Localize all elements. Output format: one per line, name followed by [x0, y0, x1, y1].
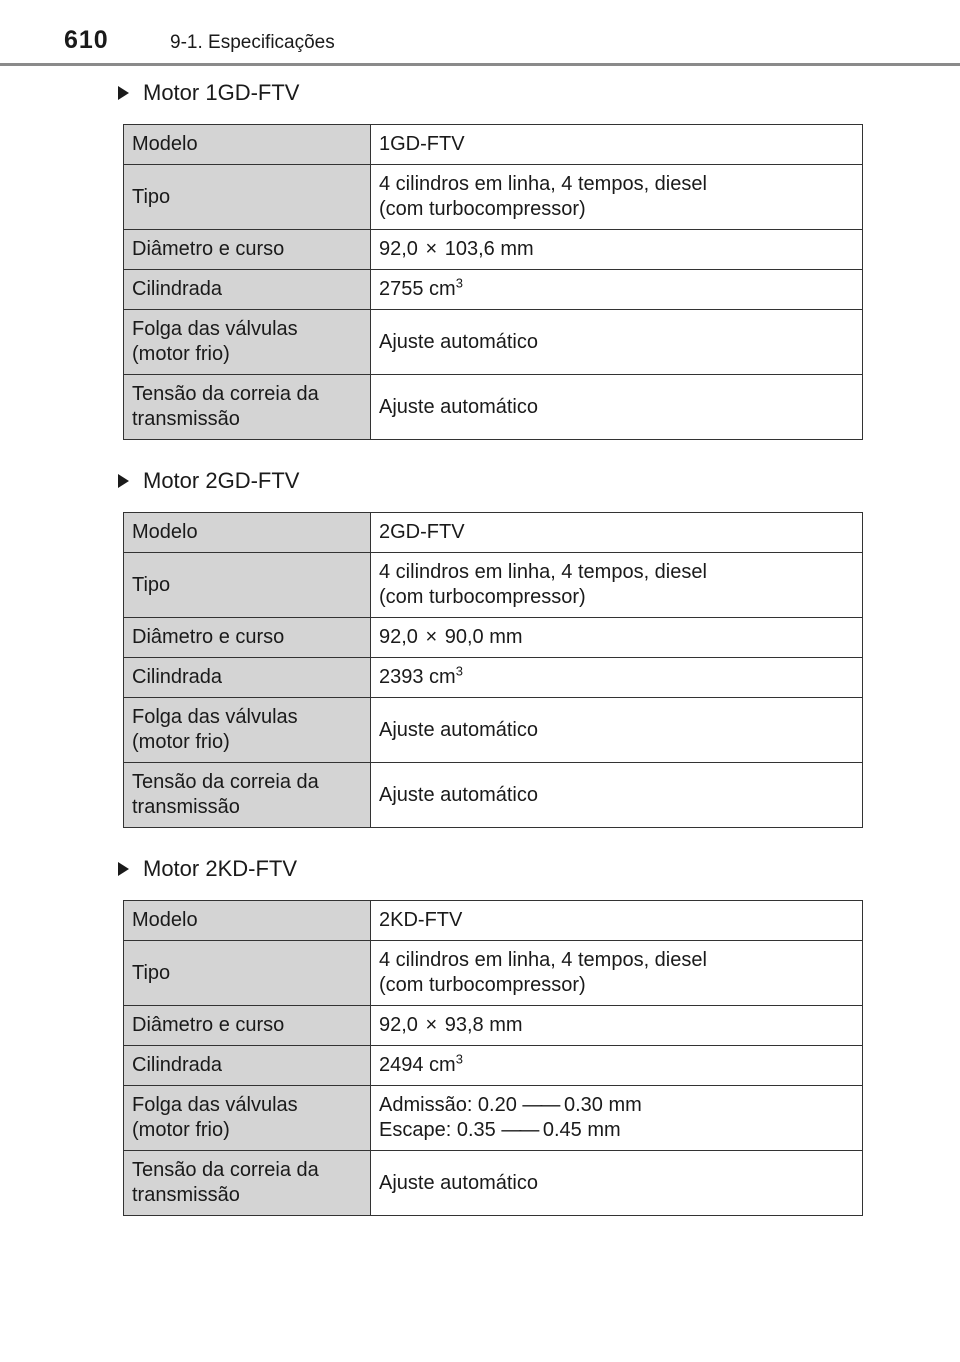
row-label: [124, 1151, 371, 1216]
table-row: [124, 658, 863, 698]
row-label: Diâmetro e curso: [124, 230, 371, 270]
row-value: Ajuste automático: [371, 310, 863, 375]
row-value: [371, 658, 863, 698]
row-label: Diâmetro e curso: [124, 618, 371, 658]
table-row: [124, 1046, 863, 1086]
engine-heading-text: Motor 2GD-FTV: [143, 468, 300, 493]
row-label: Modelo: [124, 513, 371, 553]
table-row: [124, 618, 863, 658]
row-value: 2GD-FTV: [371, 513, 863, 553]
label-line: transmissão: [132, 1184, 240, 1206]
triangle-bullet-icon: [118, 862, 129, 876]
superscript: 3: [455, 1051, 463, 1067]
row-value: Ajuste automático: [371, 763, 863, 828]
displacement-value: 2755 cm: [379, 278, 456, 300]
engine-heading-text: Motor 1GD-FTV: [143, 80, 300, 105]
triangle-bullet-icon: [118, 86, 129, 100]
row-label: Cilindrada: [124, 658, 371, 698]
row-label: [124, 375, 371, 440]
table-row: [124, 1006, 863, 1046]
engine-heading: [118, 854, 297, 884]
row-value: [371, 270, 863, 310]
stroke-value: 103,6 mm: [444, 238, 534, 260]
table-row: [124, 270, 863, 310]
engine-section-1gd: [118, 78, 707, 430]
row-value: Ajuste automático: [371, 375, 863, 440]
label-line: Tensão da correia da: [132, 771, 319, 793]
row-label: [124, 310, 371, 375]
dash-icon: ——: [501, 1119, 538, 1141]
spec-table: [123, 512, 863, 828]
row-label: Tipo: [124, 165, 371, 230]
engine-section-2kd: [118, 854, 707, 1206]
value-line: (com turbocompressor): [379, 974, 586, 996]
row-label: Modelo: [124, 901, 371, 941]
label-line: Tensão da correia da: [132, 383, 319, 405]
dash-icon: ——: [522, 1094, 559, 1116]
displacement-value: 2494 cm: [379, 1054, 456, 1076]
times-icon: ×: [425, 238, 438, 260]
table-row: [124, 230, 863, 270]
label-line: (motor frio): [132, 731, 230, 753]
row-value: [371, 165, 863, 230]
intake-clearance-max: 0.30 mm: [563, 1094, 642, 1116]
bore-value: 92,0: [379, 1014, 418, 1036]
table-row: [124, 310, 863, 375]
bore-value: 92,0: [379, 626, 418, 648]
label-line: (motor frio): [132, 1119, 230, 1141]
row-value: [371, 618, 863, 658]
table-row: [124, 165, 863, 230]
spec-table: [123, 900, 863, 1216]
label-line: Folga das válvulas: [132, 318, 298, 340]
row-label: [124, 763, 371, 828]
page-number: 610: [64, 26, 109, 54]
row-label: Diâmetro e curso: [124, 1006, 371, 1046]
stroke-value: 90,0 mm: [444, 626, 523, 648]
table-row: [124, 763, 863, 828]
engine-heading-text: Motor 2KD-FTV: [143, 856, 298, 881]
row-label: [124, 1086, 371, 1151]
spec-table: [123, 124, 863, 440]
table-row: [124, 125, 863, 165]
triangle-bullet-icon: [118, 474, 129, 488]
row-value: 1GD-FTV: [371, 125, 863, 165]
row-label: Cilindrada: [124, 1046, 371, 1086]
page-header: [0, 0, 960, 66]
row-value: [371, 230, 863, 270]
value-line: 4 cilindros em linha, 4 tempos, diesel: [379, 173, 707, 195]
label-line: Folga das válvulas: [132, 706, 298, 728]
times-icon: ×: [425, 626, 438, 648]
table-row: [124, 698, 863, 763]
row-value: [371, 1086, 863, 1151]
superscript: 3: [455, 275, 463, 291]
table-row: [124, 901, 863, 941]
displacement-value: 2393 cm: [379, 666, 456, 688]
row-value: [371, 1006, 863, 1046]
exhaust-clearance-min: Escape: 0.35: [379, 1119, 496, 1141]
label-line: transmissão: [132, 796, 240, 818]
label-line: Folga das válvulas: [132, 1094, 298, 1116]
superscript: 3: [455, 663, 463, 679]
label-line: (motor frio): [132, 343, 230, 365]
row-value: [371, 941, 863, 1006]
table-row: [124, 513, 863, 553]
row-value: 2KD-FTV: [371, 901, 863, 941]
engine-section-2gd: [118, 466, 707, 818]
times-icon: ×: [425, 1014, 438, 1036]
row-value: [371, 553, 863, 618]
value-line: (com turbocompressor): [379, 586, 586, 608]
row-label: Cilindrada: [124, 270, 371, 310]
row-label: Tipo: [124, 553, 371, 618]
engine-heading: [118, 466, 299, 496]
exhaust-clearance-max: 0.45 mm: [542, 1119, 621, 1141]
row-label: [124, 698, 371, 763]
row-value: Ajuste automático: [371, 698, 863, 763]
table-row: [124, 1151, 863, 1216]
intake-clearance-min: Admissão: 0.20: [379, 1094, 517, 1116]
label-line: Tensão da correia da: [132, 1159, 319, 1181]
bore-value: 92,0: [379, 238, 418, 260]
row-value: Ajuste automático: [371, 1151, 863, 1216]
value-line: (com turbocompressor): [379, 198, 586, 220]
row-label: Tipo: [124, 941, 371, 1006]
engine-heading: [118, 78, 299, 108]
table-row: [124, 941, 863, 1006]
table-row: [124, 375, 863, 440]
table-row: [124, 553, 863, 618]
header-rule: [0, 63, 960, 66]
value-line: 4 cilindros em linha, 4 tempos, diesel: [379, 949, 707, 971]
row-label: Modelo: [124, 125, 371, 165]
table-row: [124, 1086, 863, 1151]
label-line: transmissão: [132, 408, 240, 430]
stroke-value: 93,8 mm: [444, 1014, 523, 1036]
section-title: 9-1. Especificações: [170, 32, 335, 53]
row-value: [371, 1046, 863, 1086]
value-line: 4 cilindros em linha, 4 tempos, diesel: [379, 561, 707, 583]
